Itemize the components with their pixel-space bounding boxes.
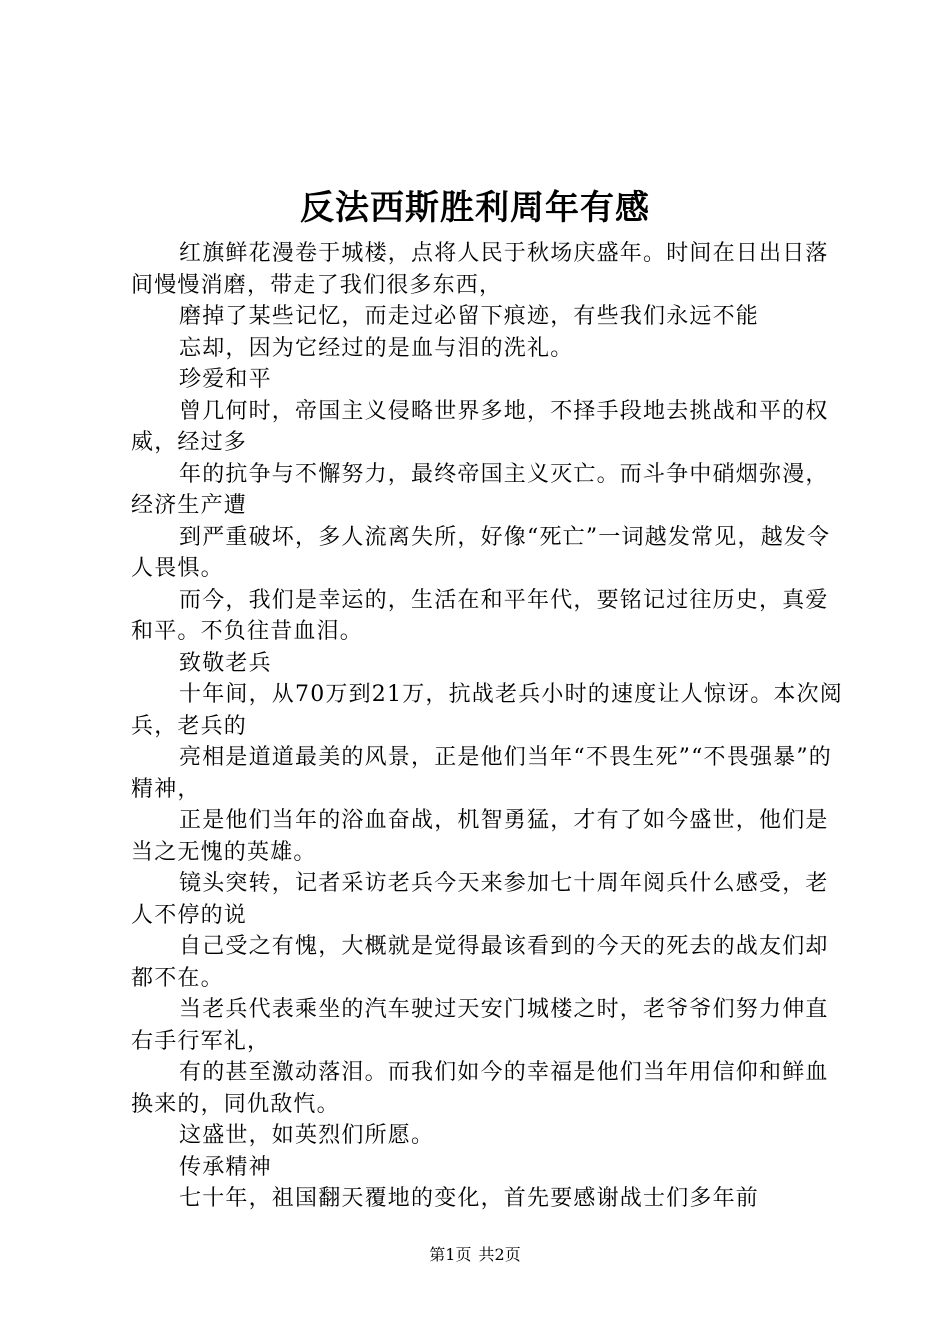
paragraph: 到严重破坏，多人流离失所，好像“死亡”一词越发常见，越发令人畏惧。: [131, 524, 831, 581]
section-heading-peace: 珍爱和平: [179, 367, 272, 392]
paragraph: 当老兵代表乘坐的汽车驶过天安门城楼之时，老爷爷们努力伸直右手行军礼，: [131, 997, 829, 1054]
page-number: 第1页: [429, 1245, 472, 1264]
page-footer: [0, 1244, 950, 1266]
document-title: 反法西斯胜利周年有感: [300, 188, 650, 228]
paragraph: 七十年，祖国翻天覆地的变化，首先要感谢战士们多年前: [179, 1186, 760, 1211]
paragraph: 忘却，因为它经过的是血与泪的洗礼。: [179, 335, 574, 361]
paragraph: 十年间，从70万到21万，抗战老兵小时的速度让人惊讶。本次阅兵，老兵的: [131, 682, 843, 739]
document-body: [131, 238, 851, 1215]
paragraph: 年的抗争与不懈努力，最终帝国主义灭亡。而斗争中硝烟弥漫，经济生产遭: [131, 461, 829, 518]
paragraph: 镜头突转，记者采访老兵今天来参加七十周年阅兵什么感受，老人不停的说: [131, 871, 829, 928]
paragraph: 有的甚至激动落泪。而我们如今的幸福是他们当年用信仰和鲜血换来的，同仇敌忾。: [131, 1060, 829, 1117]
paragraph: 这盛世，如英烈们所愿。: [179, 1123, 435, 1148]
section-heading-spirit: 传承精神: [179, 1154, 272, 1180]
paragraph: 红旗鲜花漫卷于城楼，点将人民于秋场庆盛年。时间在日出日落间慢慢消磨，带走了我们很多东西，: [131, 241, 829, 298]
paragraph: 而今，我们是幸运的，生活在和平年代，要铭记过往历史，真爱和平。不负往昔血泪。: [131, 587, 829, 644]
paragraph: 正是他们当年的浴血奋战，机智勇猛，才有了如今盛世，他们是当之无愧的英雄。: [131, 808, 829, 865]
paragraph: 磨掉了某些记忆，而走过必留下痕迹，有些我们永远不能: [179, 304, 760, 329]
paragraph: 自己受之有愧，大概就是觉得最该看到的今天的死去的战友们却都不在。: [131, 934, 829, 991]
paragraph: 曾几何时，帝国主义侵略世界多地，不择手段地去挑战和平的权威，经过多: [131, 398, 829, 455]
paragraph: 亮相是道道最美的风景，正是他们当年“不畏生死”“不畏强暴”的精神，: [131, 745, 832, 802]
page-total: 共2页: [478, 1245, 521, 1264]
section-heading-veterans: 致敬老兵: [179, 650, 272, 676]
